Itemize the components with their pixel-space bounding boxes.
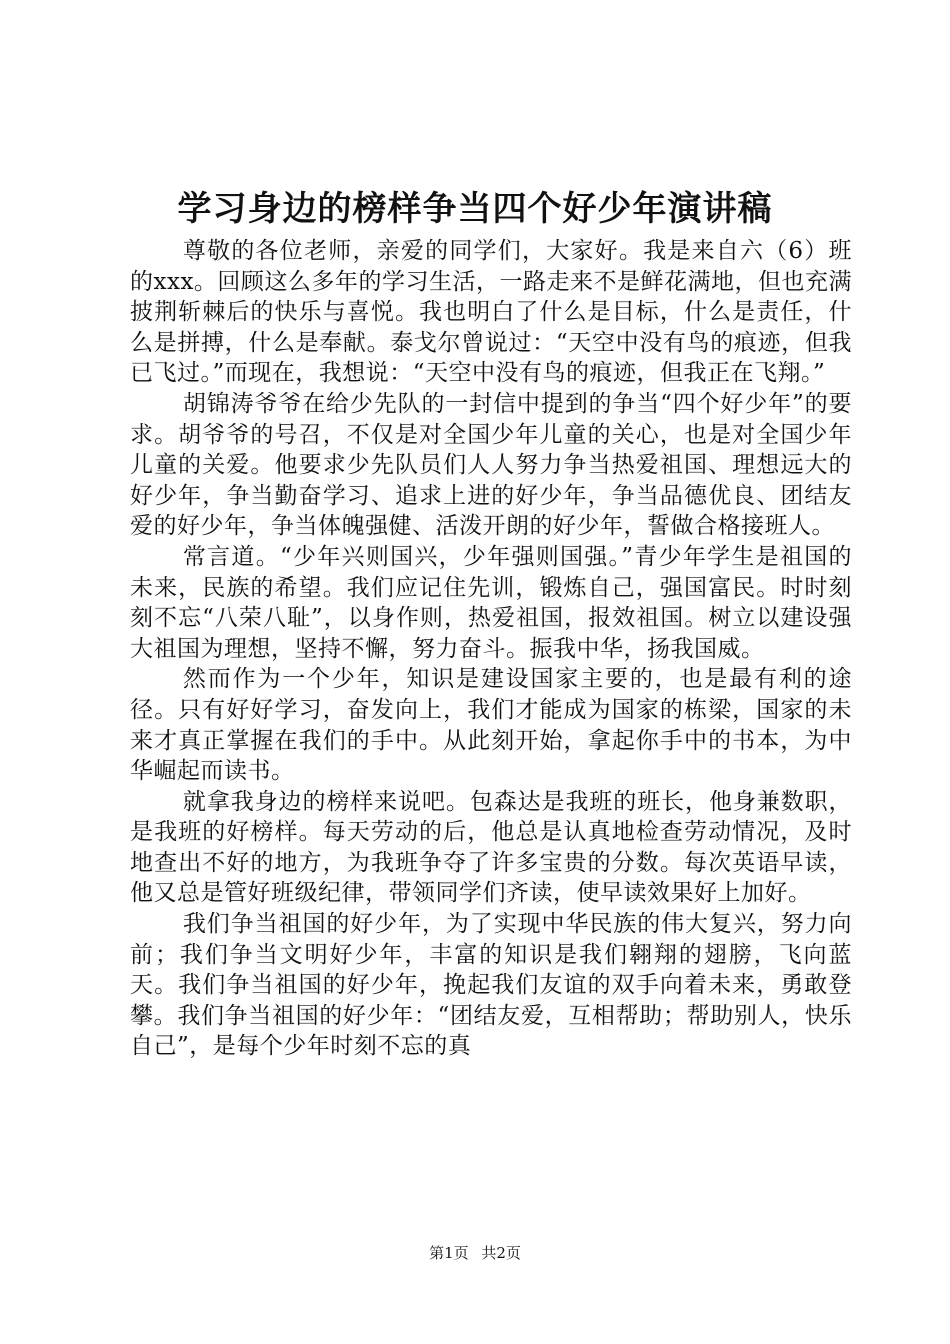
paragraph-6: 我们争当祖国的好少年，为了实现中华民族的伟大复兴，努力向前；我们争当文明好少年，丰富的知识是我们翱翔的翅膀，飞向蓝天。我们争当祖国的好少年，挽起我们友谊的双手向着未来，勇敢登攀。我们争当祖国的好少年：“团结友爱，互相帮助；帮助别人，快乐自己”，是每个少年时刻不忘的真	[130, 911, 852, 1060]
paragraph-5: 就拿我身边的榜样来说吧。包森达是我班的班长，他身兼数职，是我班的好榜样。每天劳动的后，他总是认真地检查劳动情况，及时地查出不好的地方，为我班争夺了许多宝贵的分数。每次英语早读，他又总是管好班级纪律，带领同学们齐读，使早读效果好上加好。	[130, 788, 852, 907]
paragraph-1: 尊敬的各位老师，亲爱的同学们，大家好。我是来自六（6）班的xxx。回顾这么多年的学习生活，一路走来不是鲜花满地，但也充满披荆斩棘后的快乐与喜悦。我也明白了什么是目标，什么是责任，什么是拼搏，什么是奉献。泰戈尔曾说过：“天空中没有鸟的痕迹，但我已飞过。”而现在，我想说：“天空中没有鸟的痕迹，但我正在飞翔。”	[130, 238, 852, 387]
paragraph-3: 常言道。“少年兴则国兴，少年强则国强。”青少年学生是祖国的未来，民族的希望。我们应记住先训，锻炼自己，强国富民。时时刻刻不忘“八荣八耻”，以身作则，热爱祖国，报效祖国。树立以建设强大祖国为理想，坚持不懈，努力奋斗。振我中华，扬我国威。	[130, 543, 852, 662]
document-title: 学习身边的榜样争当四个好少年演讲稿	[177, 189, 773, 229]
paragraph-4: 然而作为一个少年，知识是建设国家主要的，也是最有利的途径。只有好好学习，奋发向上，我们才能成为国家的栋梁，国家的未来才真正掌握在我们的手中。从此刻开始，拿起你手中的书本，为中华崛起而读书。	[130, 666, 852, 785]
paragraph-2: 胡锦涛爷爷在给少先队的一封信中提到的争当“四个好少年”的要求。胡爷爷的号召，不仅是对全国少年儿童的关心，也是对全国少年儿童的关爱。他要求少先队员们人人努力争当热爱祖国、理想远大的好少年，争当勤奋学习、追求上进的好少年，争当品德优良、团结友爱的好少年，争当体魄强健、活泼开朗的好少年，誓做合格接班人。	[130, 390, 852, 540]
document-body	[130, 236, 852, 1062]
page-number: 第1页	[429, 1244, 469, 1262]
page-footer	[0, 1243, 950, 1263]
page-total: 共2页	[481, 1244, 521, 1262]
